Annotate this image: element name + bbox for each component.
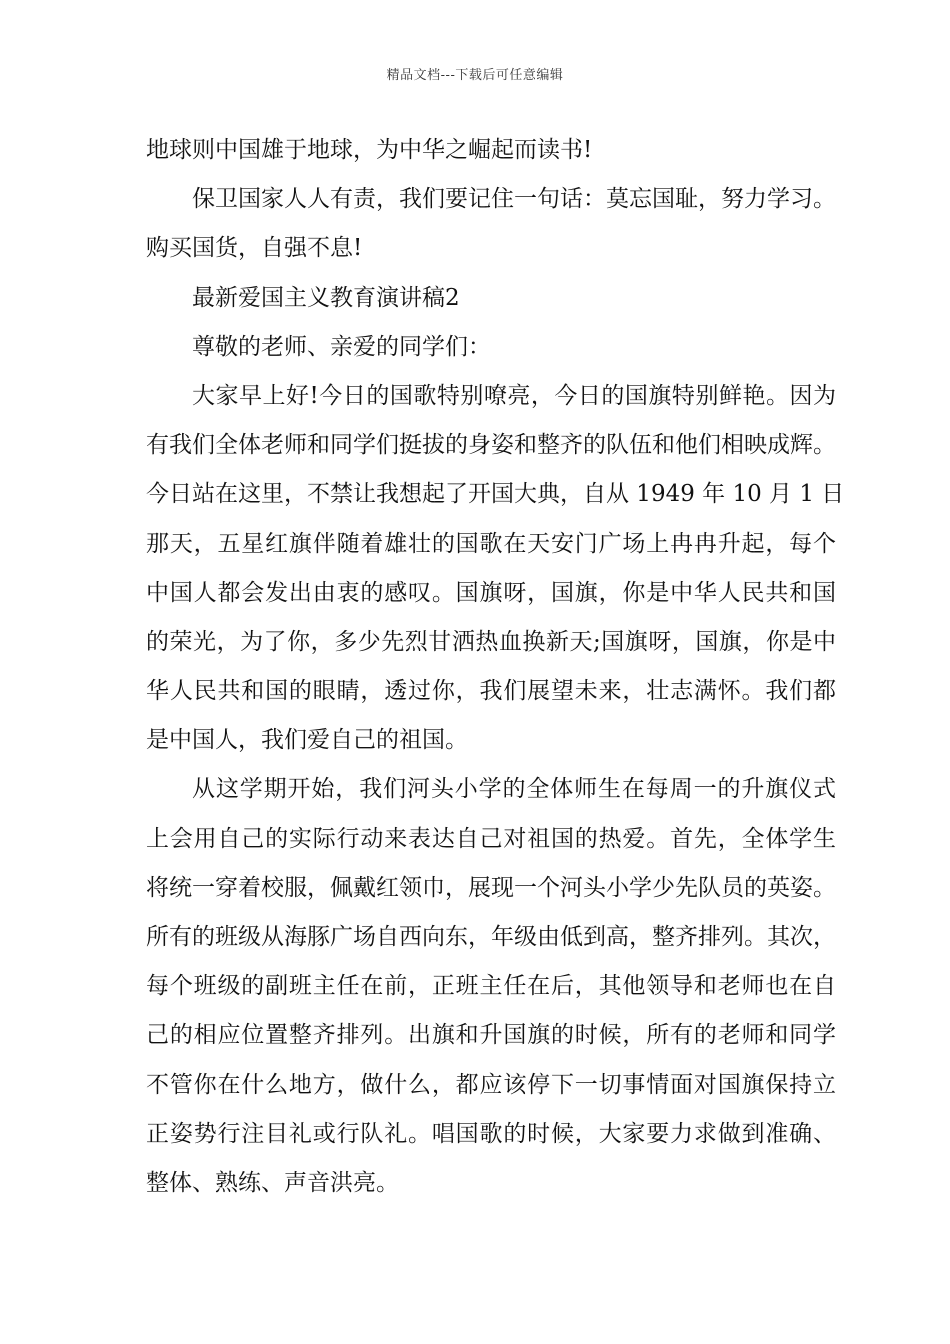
text-line: 那天，五星红旗伴随着雄壮的国歌在天安门广场上冉冉升起，每个 <box>146 530 836 557</box>
text-line: 是中国人，我们爱自己的祖国。 <box>146 727 468 754</box>
document-body <box>146 126 845 1208</box>
text-line: 将统一穿着校服，佩戴红领巾，展现一个河头小学少先队员的英姿。 <box>146 874 836 901</box>
text-line: 所有的班级从海豚广场自西向东，年级由低到高，整齐排列。其次， <box>146 924 836 950</box>
text-line: 最新爱国主义教育演讲稿2 <box>192 284 460 311</box>
text-line: 华人民共和国的眼睛，透过你，我们展望未来，壮志满怀。我们都 <box>146 678 836 705</box>
text-line: 保卫国家人人有责，我们要记住一句话：莫忘国耻，努力学习。 <box>192 186 836 213</box>
text-line: 有我们全体老师和同学们挺拔的身姿和整齐的队伍和他们相映成辉。 <box>146 432 836 459</box>
text-line: 今日站在这里，不禁让我想起了开国大典，自从 1949 年 10 月 1 日 <box>146 481 845 508</box>
text-line: 的荣光，为了你，多少先烈甘洒热血换新天;国旗呀，国旗，你是中 <box>146 628 836 655</box>
text-line: 每个班级的副班主任在前，正班主任在后，其他领导和老师也在自 <box>146 973 836 1000</box>
text-line: 不管你在什么地方，做什么，都应该停下一切事情面对国旗保持立 <box>146 1071 836 1098</box>
text-line: 整体、熟练、声音洪亮。 <box>146 1169 399 1196</box>
text-line: 购买国货，自强不息! <box>146 235 363 262</box>
text-line: 大家早上好!今日的国歌特别嘹亮，今日的国旗特别鲜艳。因为 <box>192 382 836 409</box>
text-line: 正姿势行注目礼或行队礼。唱国歌的时候，大家要力求做到准确、 <box>146 1120 836 1147</box>
text-line: 尊敬的老师、亲爱的同学们： <box>192 333 491 360</box>
page-header: 精品文档---下载后可任意编辑 <box>386 68 564 83</box>
text-line: 己的相应位置整齐排列。出旗和升国旗的时候，所有的老师和同学 <box>146 1022 836 1049</box>
text-line: 地球则中国雄于地球，为中华之崛起而读书! <box>146 137 593 163</box>
text-line: 中国人都会发出由衷的感叹。国旗呀，国旗，你是中华人民共和国 <box>146 579 836 606</box>
text-line: 上会用自己的实际行动来表达自己对祖国的热爱。首先，全体学生 <box>146 825 836 852</box>
text-line: 从这学期开始，我们河头小学的全体师生在每周一的升旗仪式 <box>192 776 836 803</box>
